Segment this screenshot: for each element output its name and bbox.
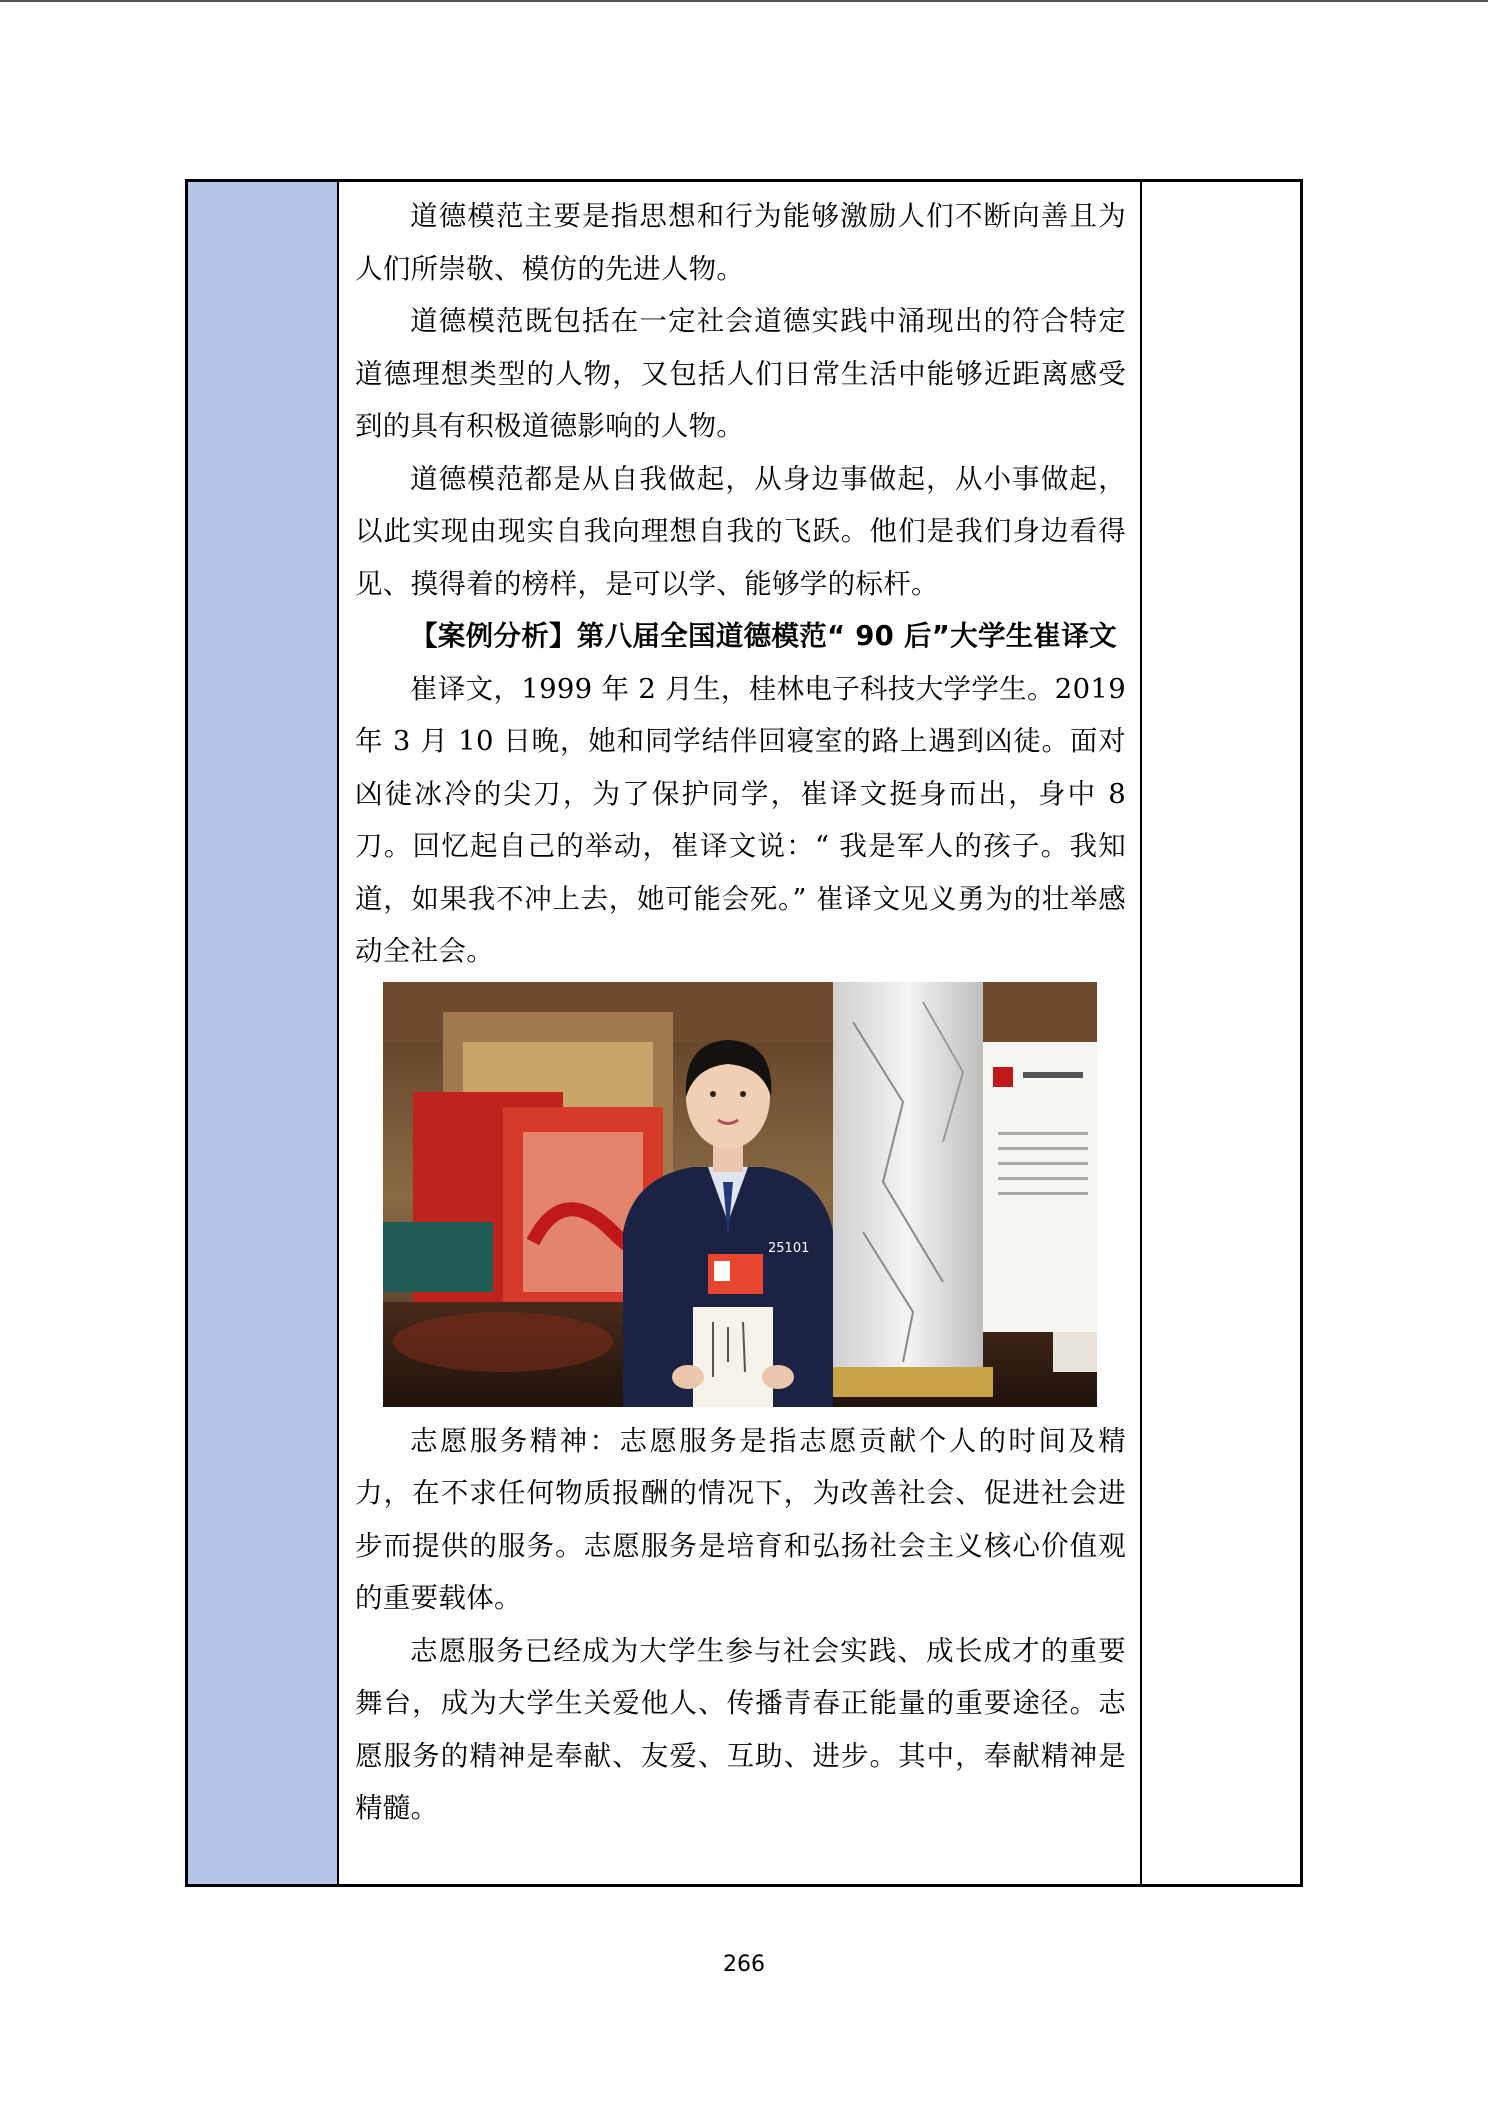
paragraph-case-story: 崔译文，1999 年 2 月生，桂林电子科技大学学生。2019 年 3 月 10 日晚，她和同学结伴回寝室的路上遇到凶徒。面对凶徒冰冷的尖刀，为了保护同学，崔译文挺身而出，身中 8 刀。回忆起自己的举动，崔译文说：“ 我是军人的孩子。我知道，如果我不冲上去，她可能会死。” 崔译文见义勇为的壮举感动全社会。	[355, 672, 1126, 967]
photo-cui-yiwen	[383, 982, 1097, 1407]
badge-number: 25101	[768, 1240, 810, 1256]
right-empty-column	[1142, 182, 1300, 1884]
paragraph-volunteer-definition: 志愿服务精神：志愿服务是指志愿贡献个人的时间及精力，在不求任何物质报酬的情况下，为改善社会、促进社会进步而提供的服务。志愿服务是培育和弘扬社会主义核心价值观的重要载体。	[355, 1424, 1126, 1614]
top-rule	[0, 0, 1488, 2]
content-table	[185, 179, 1303, 1887]
page-number: 266	[723, 1952, 765, 1977]
paragraph-moral-model-types: 道德模范既包括在一定社会道德实践中涌现出的符合特定道德理想类型的人物，又包括人们日常生活中能够近距离感受到的具有积极道德影响的人物。	[355, 305, 1126, 442]
paragraph-moral-model-start: 道德模范都是从自我做起，从身边事做起，从小事做起，以此实现由现实自我向理想自我的飞跃。他们是我们身边看得见、摸得着的榜样，是可以学、能够学的标杆。	[355, 462, 1126, 600]
photo-illustration	[383, 982, 1097, 1407]
left-shaded-column	[188, 182, 339, 1884]
case-analysis-heading: 【案例分析】第八届全国道德模范“ 90 后”大学生崔译文	[410, 620, 1117, 652]
paragraph-moral-model-definition: 道德模范主要是指思想和行为能够激励人们不断向善且为人们所崇敬、模仿的先进人物。	[355, 200, 1126, 285]
paragraph-volunteer-spirit: 志愿服务已经成为大学生参与社会实践、成长成才的重要舞台，成为大学生关爱他人、传播青春正能量的重要途径。志愿服务的精神是奉献、友爱、互助、进步。其中，奉献精神是精髓。	[355, 1634, 1126, 1824]
main-content-column	[339, 182, 1142, 1884]
